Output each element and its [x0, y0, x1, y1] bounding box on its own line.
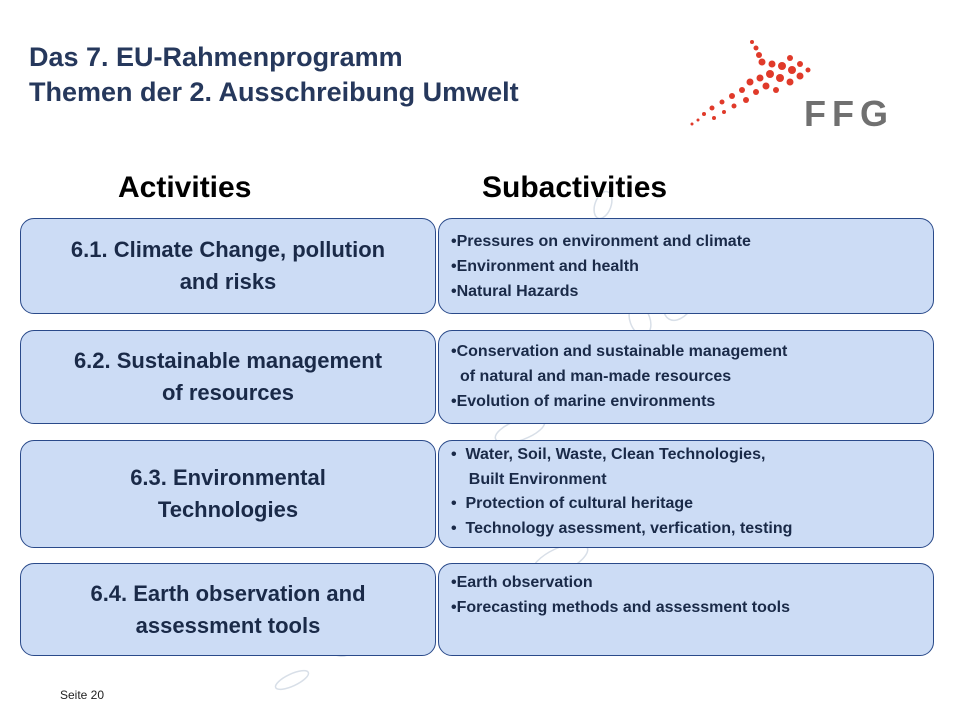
ffg-logo-icon [686, 36, 896, 136]
subactivity-item: • Protection of cultural heritage [451, 495, 694, 512]
activity-line: 6.4. Earth observation and [90, 580, 366, 606]
subactivity-box-6-1 [438, 218, 934, 314]
subactivity-item: • Water, Soil, Waste, Clean Technologies, [451, 446, 766, 463]
page-title [29, 40, 519, 110]
subactivity-item: •Environment and health [451, 258, 639, 275]
logo-text: FFG [804, 93, 894, 134]
title-line-1: Das 7. EU-Rahmenprogramm [29, 42, 403, 72]
subactivity-item: •Forecasting methods and assessment tools [451, 599, 791, 616]
subactivity-item: •Earth observation [451, 574, 593, 591]
activities-heading: Activities [118, 171, 252, 204]
activity-box-6-2 [20, 330, 436, 424]
activity-line: Technologies [157, 497, 299, 522]
activity-line: 6.2. Sustainable management [73, 348, 383, 373]
activity-box-6-4 [20, 563, 436, 656]
activity-line: 6.3. Environmental [130, 465, 326, 490]
title-line-2: Themen der 2. Ausschreibung Umwelt [29, 77, 519, 107]
subactivity-item: Built Environment [451, 470, 607, 488]
subactivity-item: •Evolution of marine environments [451, 393, 716, 410]
subactivity-item: •Natural Hazards [451, 283, 579, 300]
subactivity-item: •Pressures on environment and climate [451, 233, 751, 250]
subactivities-heading: Subactivities [482, 171, 668, 204]
subactivity-box-6-3 [438, 440, 934, 548]
subactivity-box-6-4 [438, 563, 934, 656]
activity-line: of resources [161, 380, 295, 405]
subactivity-item: of natural and man-made resources [460, 368, 732, 385]
activity-line: and risks [179, 269, 277, 294]
subactivity-item: • Technology asessment, verfication, testing [451, 519, 793, 537]
subactivity-box-6-2 [438, 330, 934, 424]
activity-line: 6.1. Climate Change, pollution [70, 237, 386, 262]
activity-box-6-3 [20, 440, 436, 548]
activity-box-6-1 [20, 218, 436, 314]
page-number: Seite 20 [60, 688, 105, 702]
subactivity-item: •Conservation and sustainable management [451, 343, 788, 360]
activity-line: assessment tools [135, 612, 321, 638]
